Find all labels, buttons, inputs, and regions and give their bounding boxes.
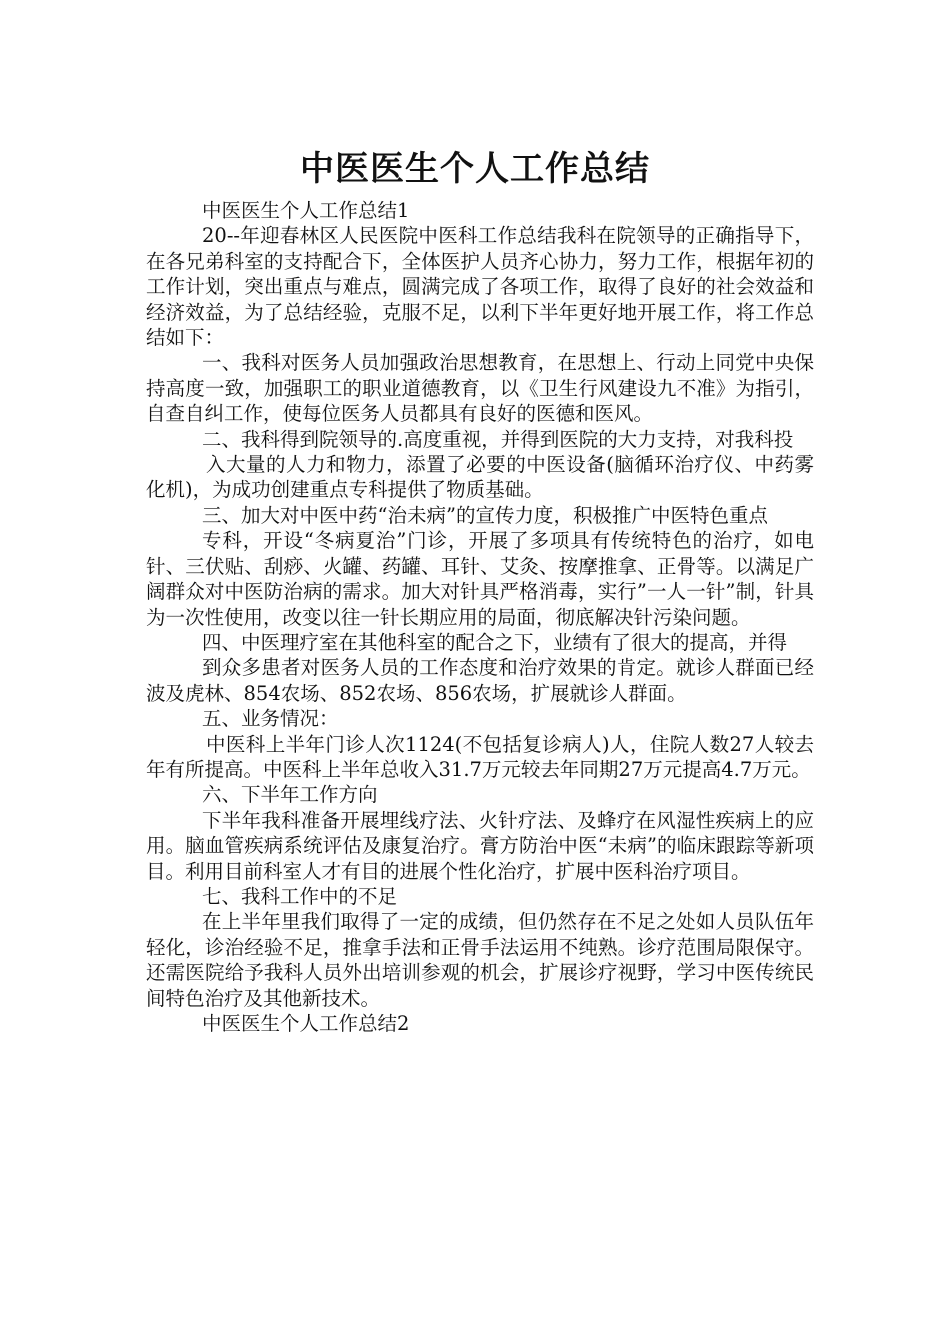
paragraph-item-5: 中医科上半年门诊人次1124(不包括复诊病人)人，住院人数27人较去年有所提高。中医科上半年总收入31.7万元较去年同期27万元提高4.7万元。: [146, 732, 814, 781]
intro-paragraph: 20--年迎春林区人民医院中医科工作总结我科在院领导的正确指导下，在各兄弟科室的支持配合下，全体医护人员齐心协力，努力工作，根据年初的工作计划，突出重点与难点，圆满完成了各项工作，取得了良好的社会效益和经济效益，为了总结经验，克服不足，以利下半年更好地开展工作，将工作总结如下：: [146, 224, 814, 350]
paragraph-item-7: 在上半年里我们取得了一定的成绩，但仍然存在不足之处如人员队伍年轻化，诊治经验不足，推拿手法和正骨手法运用不纯熟。诊疗范围局限保守。还需医院给予我科人员外出培训参观的机会，扩展诊疗视野，学习中医传统民间特色治疗及其他新技术。: [146, 910, 814, 1010]
paragraph-item-4-cont: 到众多患者对医务人员的工作态度和治疗效果的肯定。就诊人群面已经波及虎林、854农场、852农场、856农场，扩展就诊人群面。: [146, 656, 814, 705]
document-body: [146, 198, 814, 1036]
paragraph-item-6: 下半年我科准备开展埋线疗法、火针疗法、及蜂疗在风湿性疾病上的应用。脑血管疾病系统评估及康复治疗。膏方防治中医“未病”的临床跟踪等新项目。利用目前科室人才有目的进展个性化治疗，扩展中医科治疗项目。: [146, 808, 814, 883]
paragraph-item-3-cont: 专科，开设“冬病夏治”门诊，开展了多项具有传统特色的治疗，如电针、三伏贴、刮痧、火罐、药罐、耳针、艾灸、按摩推拿、正骨等。以满足广阔群众对中医防治病的需求。加大对针具严格消毒，实行”一人一针”制，针具为一次性使用，改变以往一针长期应用的局面，彻底解决针污染问题。: [146, 529, 814, 629]
heading-item-6: 六、下半年工作方向: [202, 783, 378, 807]
paragraph-item-4: 四、中医理疗室在其他科室的配合之下，业绩有了很大的提高，并得: [202, 630, 788, 654]
heading-item-5: 五、业务情况：: [202, 707, 339, 731]
paragraph-item-2-cont: 入大量的人力和物力，添置了必要的中医设备(脑循环治疗仪、中药雾化机)，为成功创建重点专科提供了物质基础。: [146, 453, 814, 502]
section-heading-1: 中医医生个人工作总结1: [202, 199, 410, 222]
paragraph-item-2: 二、我科得到院领导的.高度重视，并得到医院的大力支持，对我科投: [202, 427, 794, 451]
heading-item-7: 七、我科工作中的不足: [202, 884, 398, 908]
section-heading-2: 中医医生个人工作总结2: [202, 1012, 410, 1035]
paragraph-item-1: 一、我科对医务人员加强政治思想教育，在思想上、行动上同党中央保持高度一致，加强职工的职业道德教育，以《卫生行风建设九不准》为指引，自查自纠工作，使每位医务人员都具有良好的医德和医风。: [146, 351, 814, 426]
paragraph-item-3: 三、加大对中医中药“治未病”的宣传力度，积极推广中医特色重点: [202, 503, 768, 527]
document-title: 中医医生个人工作总结: [300, 148, 650, 189]
